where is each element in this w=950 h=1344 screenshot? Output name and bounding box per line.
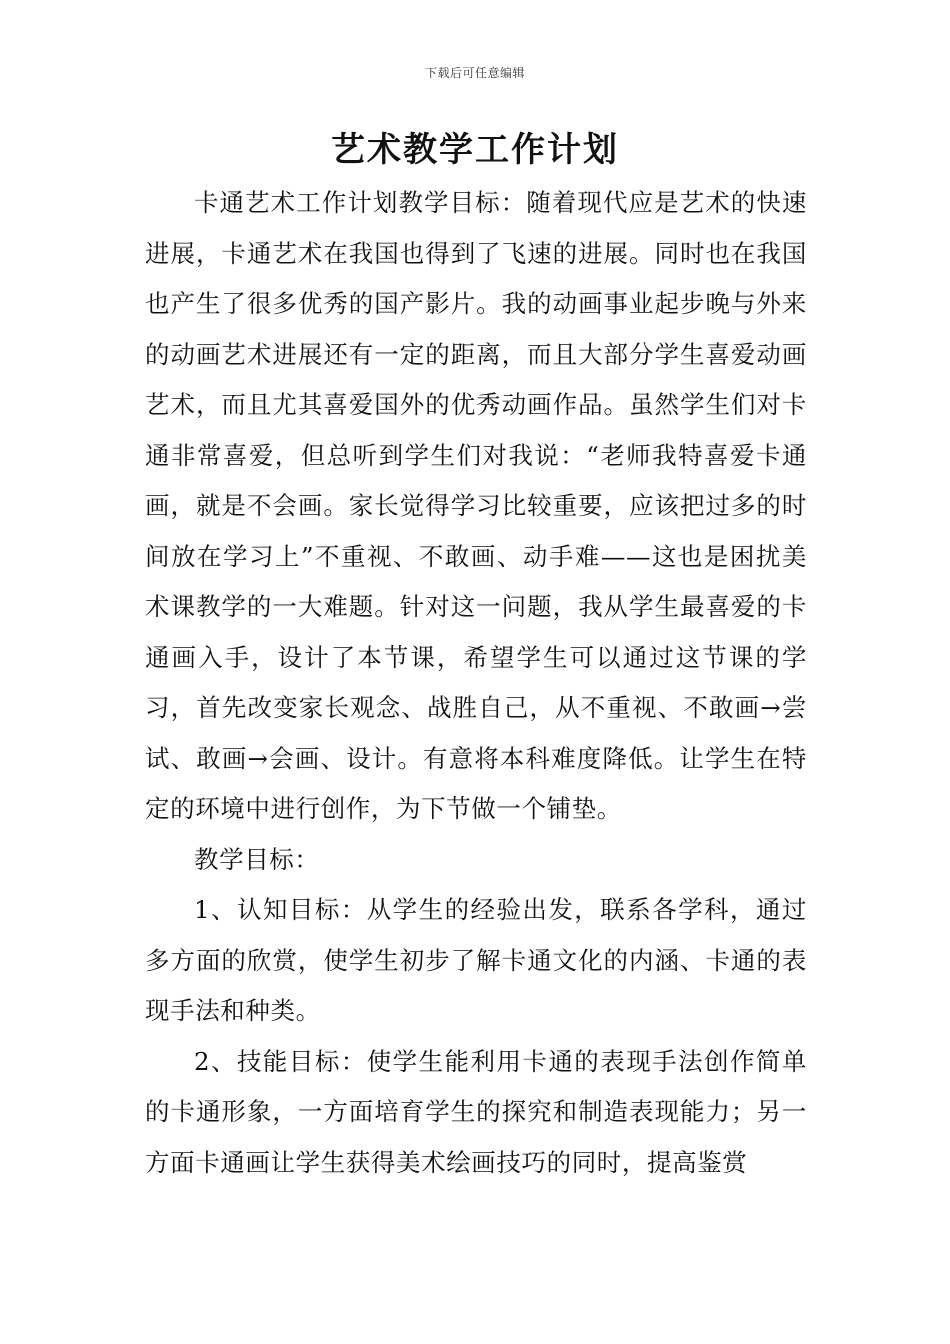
paragraph-intro: 卡通艺术工作计划教学目标：随着现代应是艺术的快速进展，卡通艺术在我国也得到了飞速的进展。同时也在我国也产生了很多优秀的国产影片。我的动画事业起步晚与外来的动画艺术进展还有一定的距离，而且大部分学生喜爱动画艺术，而且尤其喜爱国外的优秀动画作品。虽然学生们对卡通非常喜爱，但总听到学生们对我说：“老师我特喜爱卡通画，就是不会画。家长觉得学习比较重要，应该把过多的时间放在学习上”不重视、不敢画、动手难——这也是困扰美术课教学的一大难题。针对这一问题，我从学生最喜爱的卡通画入手，设计了本节课，希望学生可以通过这节课的学习，首先改变家长观念、战胜自己，从不重视、不敢画→尝试、敢画→会画、设计。有意将本科难度降低。让学生在特定的环境中进行创作，为下节做一个铺垫。 <box>145 188 807 823</box>
paragraph-skill-objective: 2、技能目标：使学生能利用卡通的表现手法创作简单的卡通形象，一方面培育学生的探究和制造表现能力；另一方面卡通画让学生获得美术绘画技巧的同时，提高鉴赏 <box>145 1046 807 1177</box>
paragraph-objectives-heading: 教学目标： <box>194 844 320 874</box>
document-title: 艺术教学工作计划 <box>331 130 619 170</box>
document-body <box>145 178 807 1188</box>
header-note: 下载后可任意编辑 <box>424 66 525 80</box>
paragraph-cognitive-objective: 1、认知目标：从学生的经验出发，联系各学科，通过多方面的欣赏，使学生初步了解卡通文化的内涵、卡通的表现手法和种类。 <box>145 895 807 1025</box>
